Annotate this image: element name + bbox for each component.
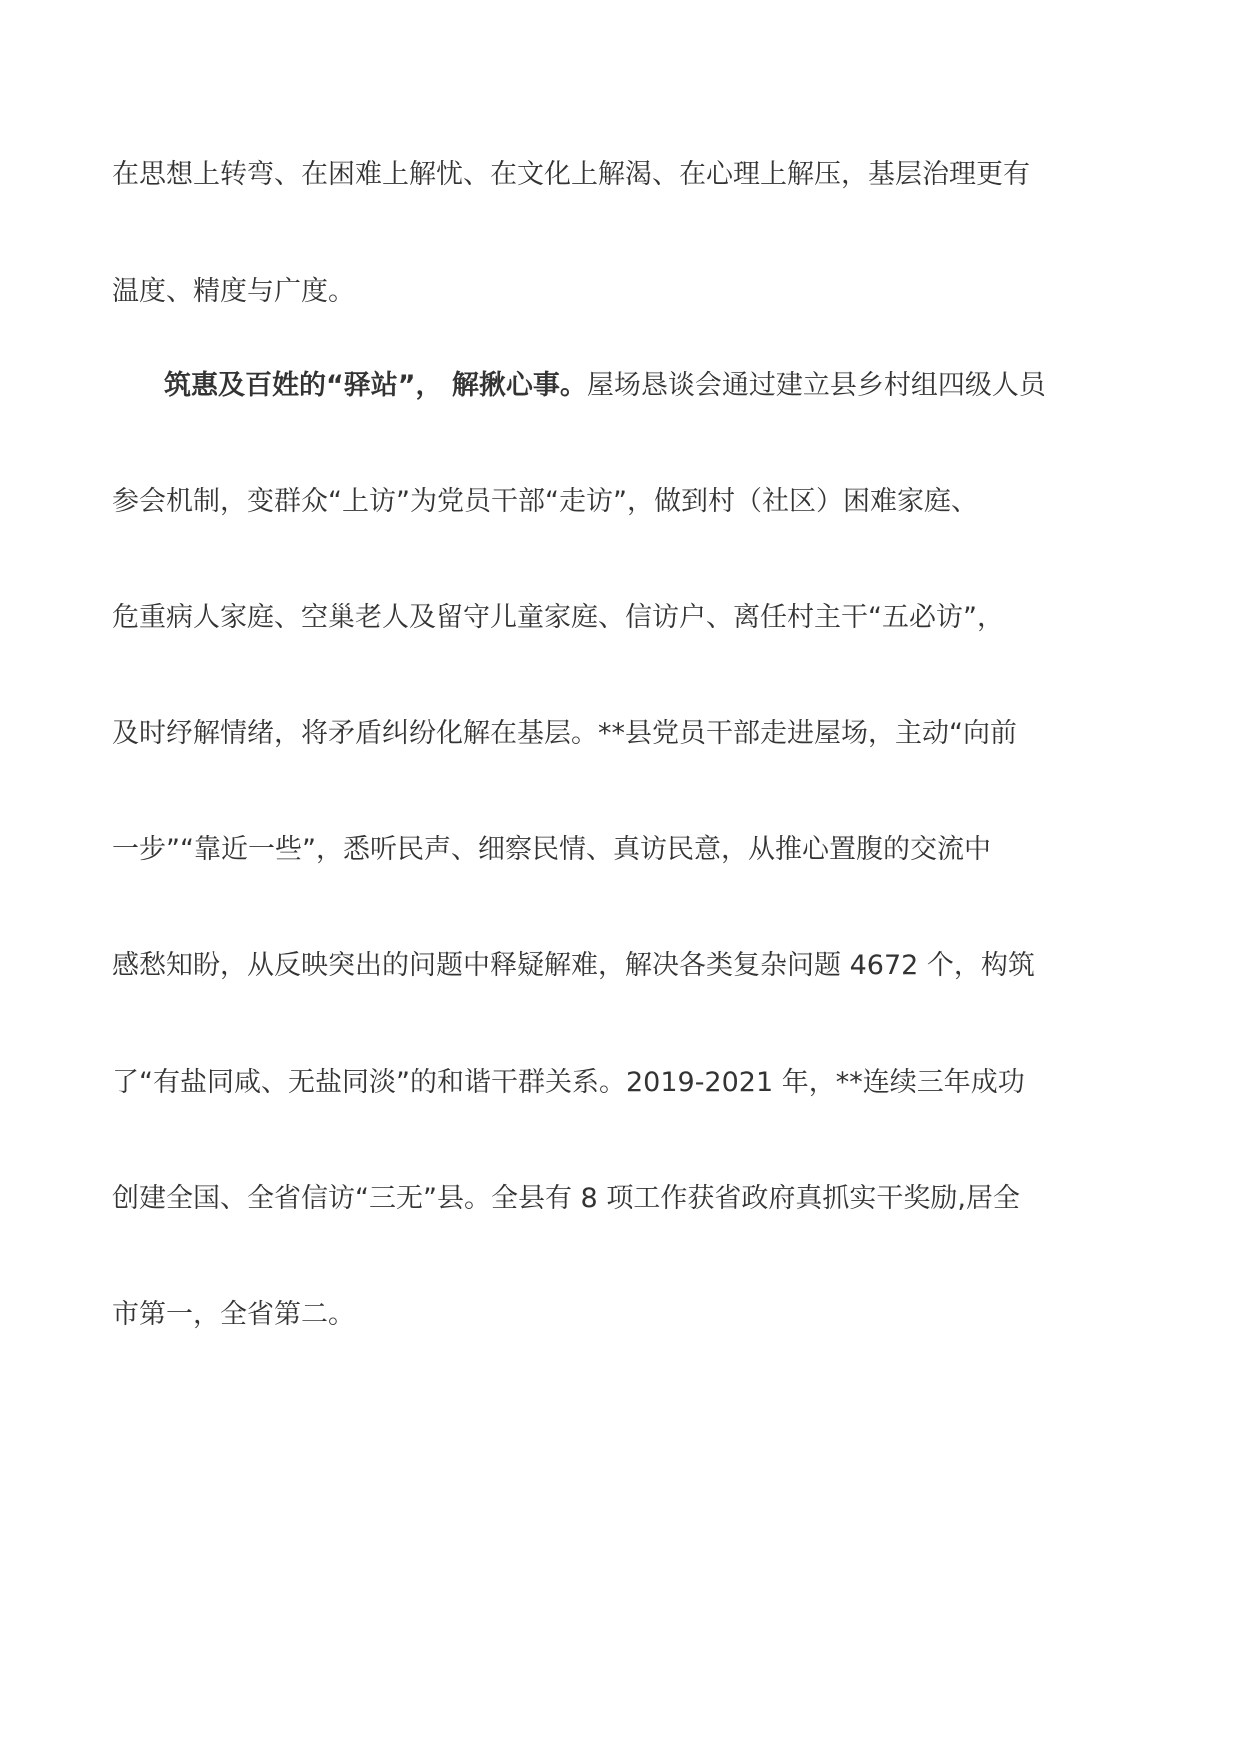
paragraph-line: 创建全国、全省信访“三无”县。全县有 8 项工作获省政府真抓实干奖励,居全 <box>112 1183 1020 1214</box>
paragraph-line: 参会机制，变群众“上访”为党员干部“走访”，做到村（社区）困难家庭、 <box>112 486 978 517</box>
paragraph-line: 在思想上转弯、在困难上解忧、在文化上解渴、在心理上解压，基层治理更有 <box>112 159 1030 190</box>
paragraph-line: 及时纾解情绪，将矛盾纠纷化解在基层。**县党员干部走进屋场，主动“向前 <box>112 718 1017 749</box>
paragraph-line: 市第一，全省第二。 <box>112 1299 355 1330</box>
paragraph-line: 一步”“靠近一些”，悉听民声、细察民情、真访民意，从推心置腹的交流中 <box>112 834 991 865</box>
paragraph-heading: 筑惠及百姓的“驿站”， 解揪心事。 <box>164 370 587 401</box>
paragraph-first-line <box>164 366 1132 406</box>
paragraph-line: 了“有盐同咸、无盐同淡”的和谐干群关系。2019-2021 年，**连续三年成功 <box>112 1067 1025 1098</box>
paragraph-line: 温度、精度与广度。 <box>112 276 355 307</box>
paragraph-line: 危重病人家庭、空巢老人及留守儿童家庭、信访户、离任村主干“五必访”， <box>112 602 1004 633</box>
paragraph-text: 屋场恳谈会通过建立县乡村组四级人员 <box>586 370 1046 401</box>
paragraph-line: 感愁知盼，从反映突出的问题中释疑解难，解决各类复杂问题 4672 个，构筑 <box>112 950 1035 981</box>
